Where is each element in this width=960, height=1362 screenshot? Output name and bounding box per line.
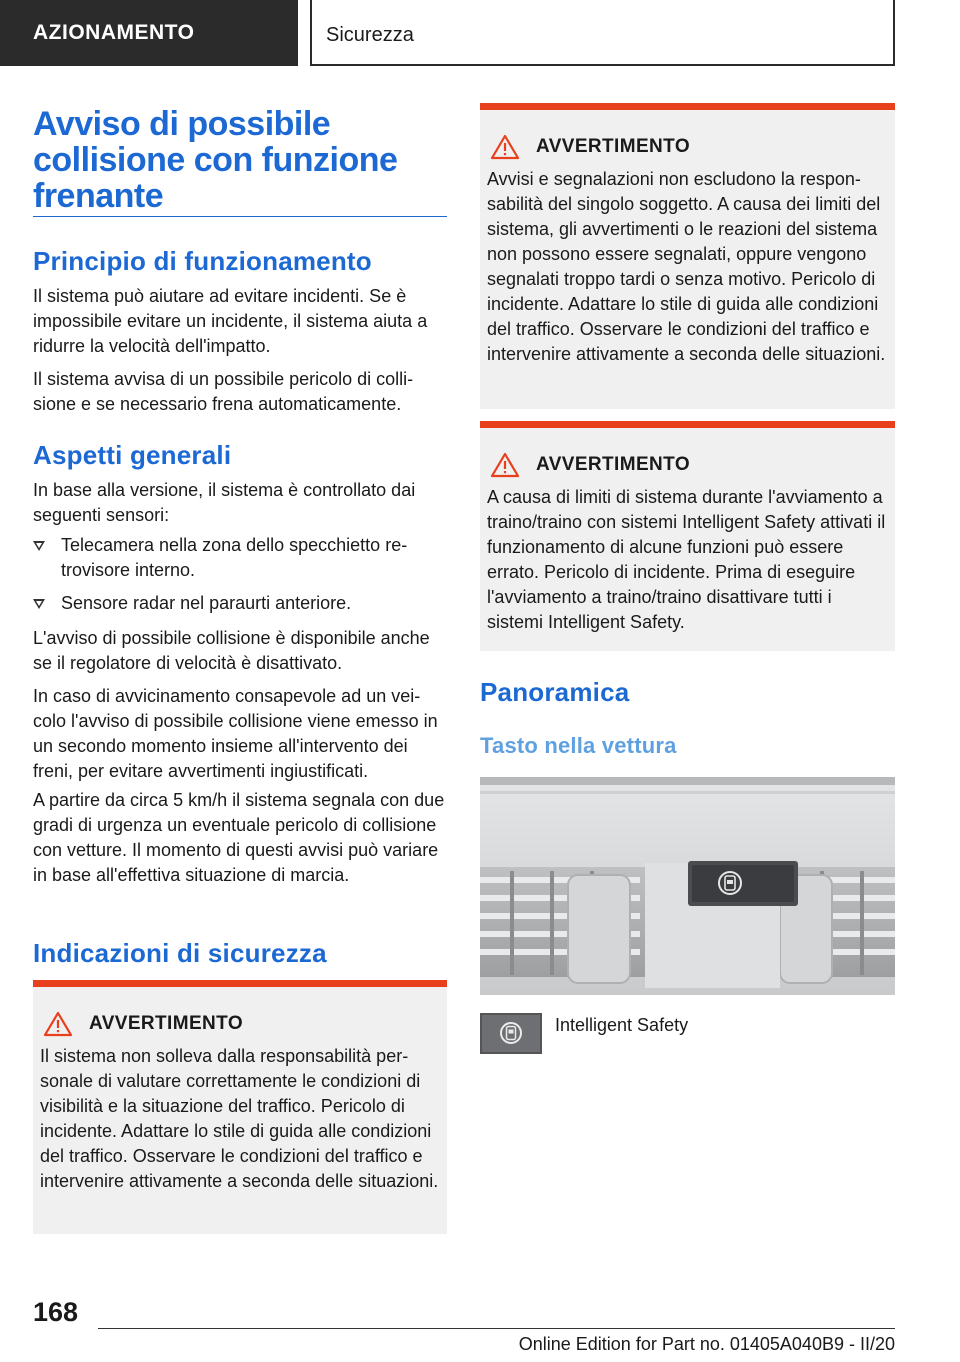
principle-paragraph-1: Il sistema può aiutare ad evitare incidenti. Se è impossibile evitare un incidente, il sistema aiuta a ridurre la velocità dell'impatto.: [33, 286, 428, 356]
intelligent-safety-button-icon: [480, 1013, 542, 1054]
bullet-triangle-icon: [33, 599, 45, 609]
overview-heading: Panoramica: [480, 677, 630, 707]
section-tab: AZIONAMENTO: [0, 0, 298, 66]
warning-text: Avvisi e segnalazioni non escludono la responsabilità del singolo soggetto. A causa dei limiti del sistema, gli avvertimenti o le reazioni del sistema non possono essere segnalati, oppure vengono segnalati troppo tardi o senza motivo. Pericolo di incidente. Adattare lo stile di guida alle condizioni del traffico. Osservare le condizioni del traffico e intervenire attivamente a seconda delle situazioni.: [487, 169, 886, 364]
warning-triangle-icon: [490, 452, 520, 478]
edition-note: Online Edition for Part no. 01405A040B9 - II/20: [518, 1334, 895, 1354]
principle-paragraph-2: Il sistema avvisa di un possibile pericolo di collisione e se necessario frena automaticamente.: [33, 369, 414, 414]
overview-subheading: Tasto nella vettura: [480, 733, 677, 758]
title-divider: [33, 216, 447, 217]
warning-title: AVVERTIMENTO: [536, 136, 690, 157]
warning-box: [480, 421, 895, 651]
list-item: Sensore radar nel paraurti anteriore.: [33, 591, 447, 616]
general-paragraph-1: L'avviso di possibile collisione è disponibile anche se il regolatore di velocità è disattivato.: [33, 628, 430, 673]
page-title: Avviso di possibile collisione con funzione frenante: [33, 105, 398, 215]
warning-text: Il sistema non solleva dalla responsabilità personale di valutare correttamente le condizioni di visibilità e la situazione del traffico. Pericolo di incidente. Adattare lo stile di guida alle condizioni del traffico. Osservare le condizioni del traffico e intervenire attivamente a seconda delle situazioni.: [40, 1046, 439, 1191]
warning-title: AVVERTIMENTO: [536, 454, 690, 475]
sensor-list: [33, 533, 447, 616]
intelligent-safety-icon: [482, 1015, 540, 1052]
dashboard-illustration: [480, 777, 895, 995]
general-paragraph-2: In caso di avvicinamento consapevole ad un veicolo l'avviso di possibile collisione viene emesso in un secondo momento insieme all'intervento dei freni, per evitare avvertimenti ingiustificati.: [33, 686, 438, 781]
page-number: 168: [33, 1297, 79, 1327]
general-intro: In base alla versione, il sistema è controllato dai seguenti sensori:: [33, 480, 416, 525]
warning-box: [33, 980, 447, 1234]
chapter-tab: Sicurezza: [310, 0, 895, 66]
bullet-triangle-icon: [33, 541, 45, 551]
footer-divider: [98, 1328, 895, 1329]
page-header: [0, 0, 960, 66]
warning-text: A causa di limiti di sistema durante l'avviamento a traino/traino con sistemi Intelligent Safety attivati il funzionamento di alcune funzioni può essere errato. Pericolo di incidente. Prima di eseguire l'avviamento a traino/traino disattivare tutti i sistemi Intelligent Safety.: [487, 487, 886, 632]
principle-heading: Principio di funzionamento: [33, 246, 372, 276]
safety-heading: Indicazioni di sicurezza: [33, 938, 327, 968]
warning-box: [480, 103, 895, 409]
warning-triangle-icon: [490, 134, 520, 160]
general-heading: Aspetti generali: [33, 440, 232, 470]
dashboard-photo: [480, 777, 895, 995]
warning-triangle-icon: [43, 1011, 73, 1037]
button-label: Intelligent Safety: [555, 1015, 689, 1035]
list-item: Telecamera nella zona dello specchietto retrovisore interno.: [33, 533, 447, 583]
warning-title: AVVERTIMENTO: [89, 1013, 243, 1034]
general-paragraph-3: A partire da circa 5 km/h il sistema segnala con due gradi di urgenza un eventuale pericolo di collisione con vetture. Il momento di questi avvisi può variare in base all'effettiva situazione di marcia.: [33, 790, 445, 885]
